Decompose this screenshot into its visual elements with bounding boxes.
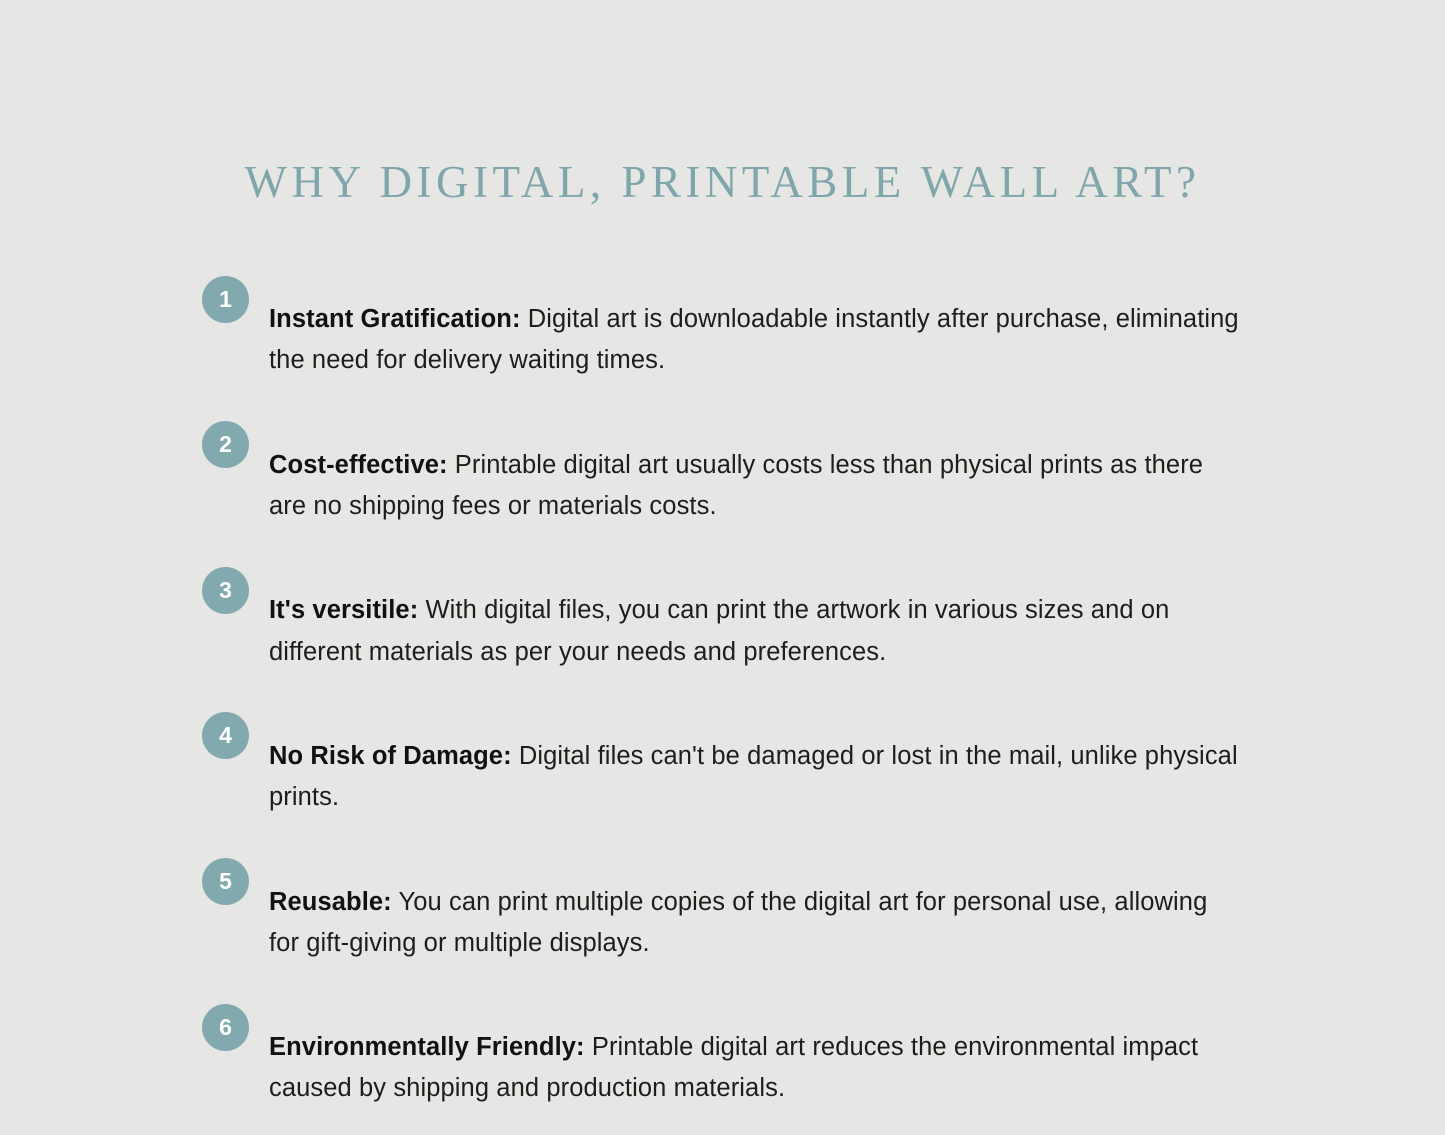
list-item-lead: Environmentally Friendly: xyxy=(269,1033,585,1062)
benefits-list xyxy=(202,274,1242,1135)
list-item-number-badge: 4 xyxy=(202,712,249,759)
list-item-text xyxy=(269,736,1242,819)
list-item-body: Digital files can't be damaged or lost in the mail, unlike physical prints. xyxy=(269,741,1238,812)
list-item xyxy=(202,710,1242,844)
list-item-body: You can print multiple copies of the digital art for personal use, allowing for gift-giving or multiple displays. xyxy=(269,887,1208,957)
list-item xyxy=(202,1002,1242,1135)
list-item-body: Digital art is downloadable instantly after purchase, eliminating the need for delivery waiting times. xyxy=(269,305,1239,375)
list-item xyxy=(202,419,1242,553)
list-item-lead: Instant Gratification: xyxy=(269,305,521,334)
list-item-text xyxy=(269,299,1242,382)
list-item-lead: Cost-effective: xyxy=(269,450,448,479)
list-item-body: With digital files, you can print the artwork in various sizes and on different materials as per your needs and preferences. xyxy=(269,596,1170,666)
list-item xyxy=(202,565,1242,699)
list-item-body: Printable digital art usually costs less than physical prints as there are no shipping fees or materials costs. xyxy=(269,450,1204,521)
list-item-number-badge: 3 xyxy=(202,567,249,614)
list-item-text xyxy=(269,445,1242,528)
list-item-lead: It's versitile: xyxy=(269,596,419,625)
list-item-number-badge: 2 xyxy=(202,421,249,468)
page-title: WHY DIGITAL, PRINTABLE WALL ART? xyxy=(244,157,1201,208)
list-item-text xyxy=(269,1027,1242,1110)
list-item-text xyxy=(269,590,1242,673)
list-item-lead: Reusable: xyxy=(269,887,392,916)
list-item-lead: No Risk of Damage: xyxy=(269,741,512,770)
list-item-number-badge: 6 xyxy=(202,1004,249,1051)
list-item xyxy=(202,274,1242,408)
list-item xyxy=(202,856,1242,990)
list-item-number-badge: 1 xyxy=(202,276,249,323)
list-item-number-badge: 5 xyxy=(202,858,249,905)
list-item-text xyxy=(269,882,1242,965)
poster-page xyxy=(0,30,1445,1114)
list-item-body: Printable digital art reduces the environmental impact caused by shipping and production materials. xyxy=(269,1033,1199,1103)
